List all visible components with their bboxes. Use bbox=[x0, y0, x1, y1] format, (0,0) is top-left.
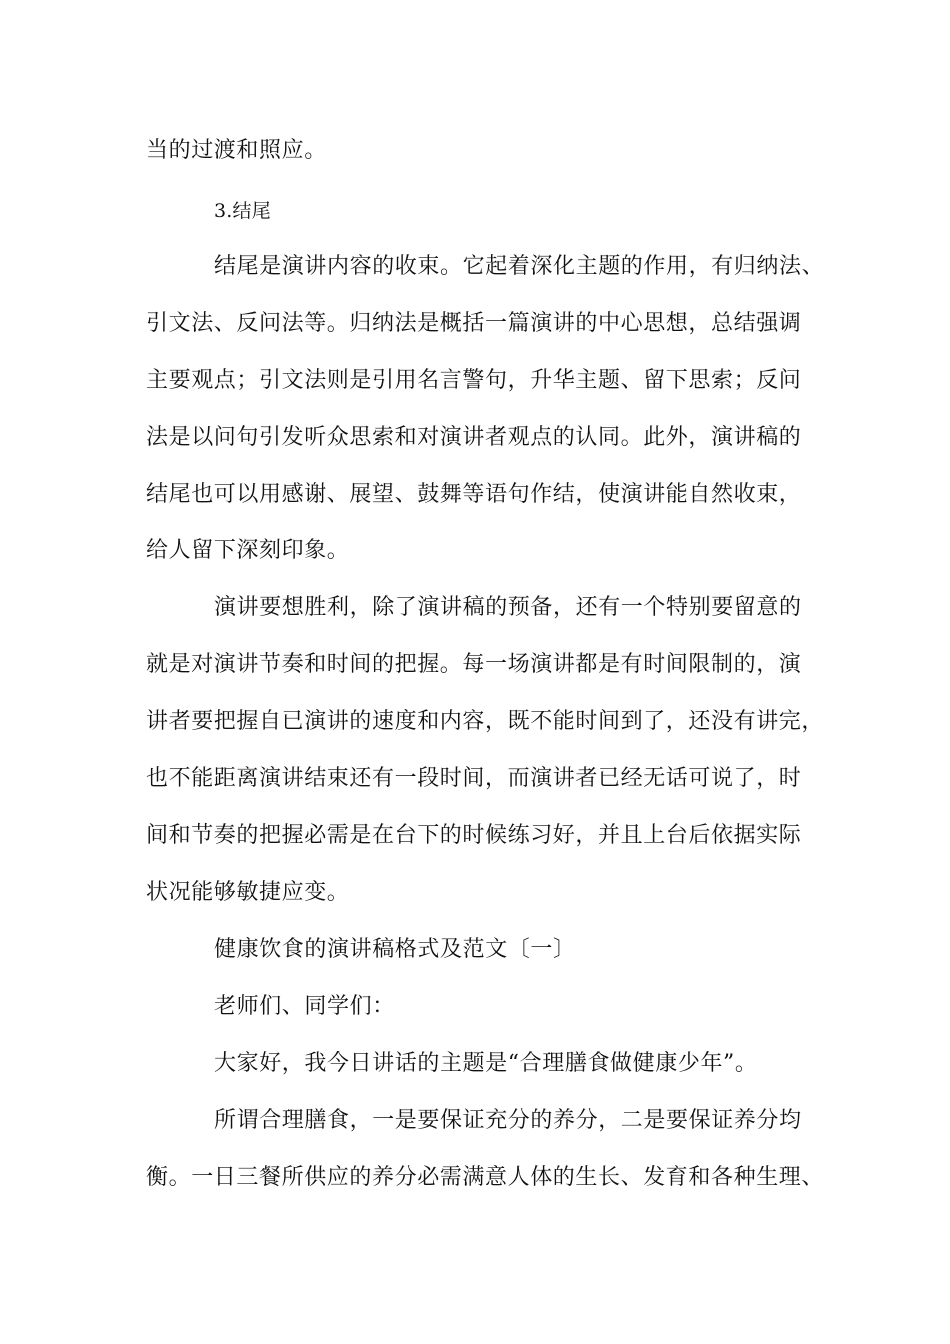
paragraph-line: 结尾也可以用感谢、展望、鼓舞等语句作结，使演讲能自然收束， bbox=[146, 482, 802, 507]
paragraph-line: 间和节奏的把握必需是在台下的时候练习好，并且上台后依据实际 bbox=[146, 823, 802, 848]
salutation: 老师们、同学们： bbox=[214, 994, 395, 1019]
paragraph-line: 就是对演讲节奏和时间的把握。每一场演讲都是有时间限制的，演 bbox=[146, 652, 802, 677]
paragraph-line: 引文法、反问法等。归纳法是概括一篇演讲的中心思想，总结强调 bbox=[146, 311, 802, 336]
paragraph-line: 大家好，我今日讲话的主题是“合理膳食做健康少年”。 bbox=[214, 1051, 758, 1076]
paragraph-line: 讲者要把握自已演讲的速度和内容，既不能时间到了，还没有讲完， bbox=[146, 709, 825, 734]
paragraph-line: 主要观点；引文法则是引用名言警句，升华主题、留下思索；反问 bbox=[146, 368, 802, 393]
section-heading: 3.结尾 bbox=[214, 200, 271, 222]
article-title: 健康饮食的演讲稿格式及范文〔一〕 bbox=[214, 937, 576, 962]
paragraph-line: 法是以问句引发听众思索和对演讲者观点的认同。此外，演讲稿的 bbox=[146, 425, 802, 450]
paragraph-line: 所谓合理膳食，一是要保证充分的养分，二是要保证养分均 bbox=[214, 1108, 802, 1133]
paragraph-line: 给人留下深刻印象。 bbox=[146, 538, 350, 563]
paragraph-line: 状况能够敏捷应变。 bbox=[146, 880, 350, 905]
paragraph-line: 衡。一日三餐所供应的养分必需满意人体的生长、发育和各种生理、 bbox=[146, 1165, 825, 1190]
paragraph-line: 也不能距离演讲结束还有一段时间，而演讲者已经无话可说了，时 bbox=[146, 766, 802, 791]
paragraph-line: 演讲要想胜利，除了演讲稿的预备，还有一个特别要留意的 bbox=[214, 595, 802, 620]
paragraph-line: 结尾是演讲内容的收束。它起着深化主题的作用，有归纳法、 bbox=[214, 254, 825, 279]
paragraph-line: 当的过渡和照应。 bbox=[146, 138, 327, 163]
